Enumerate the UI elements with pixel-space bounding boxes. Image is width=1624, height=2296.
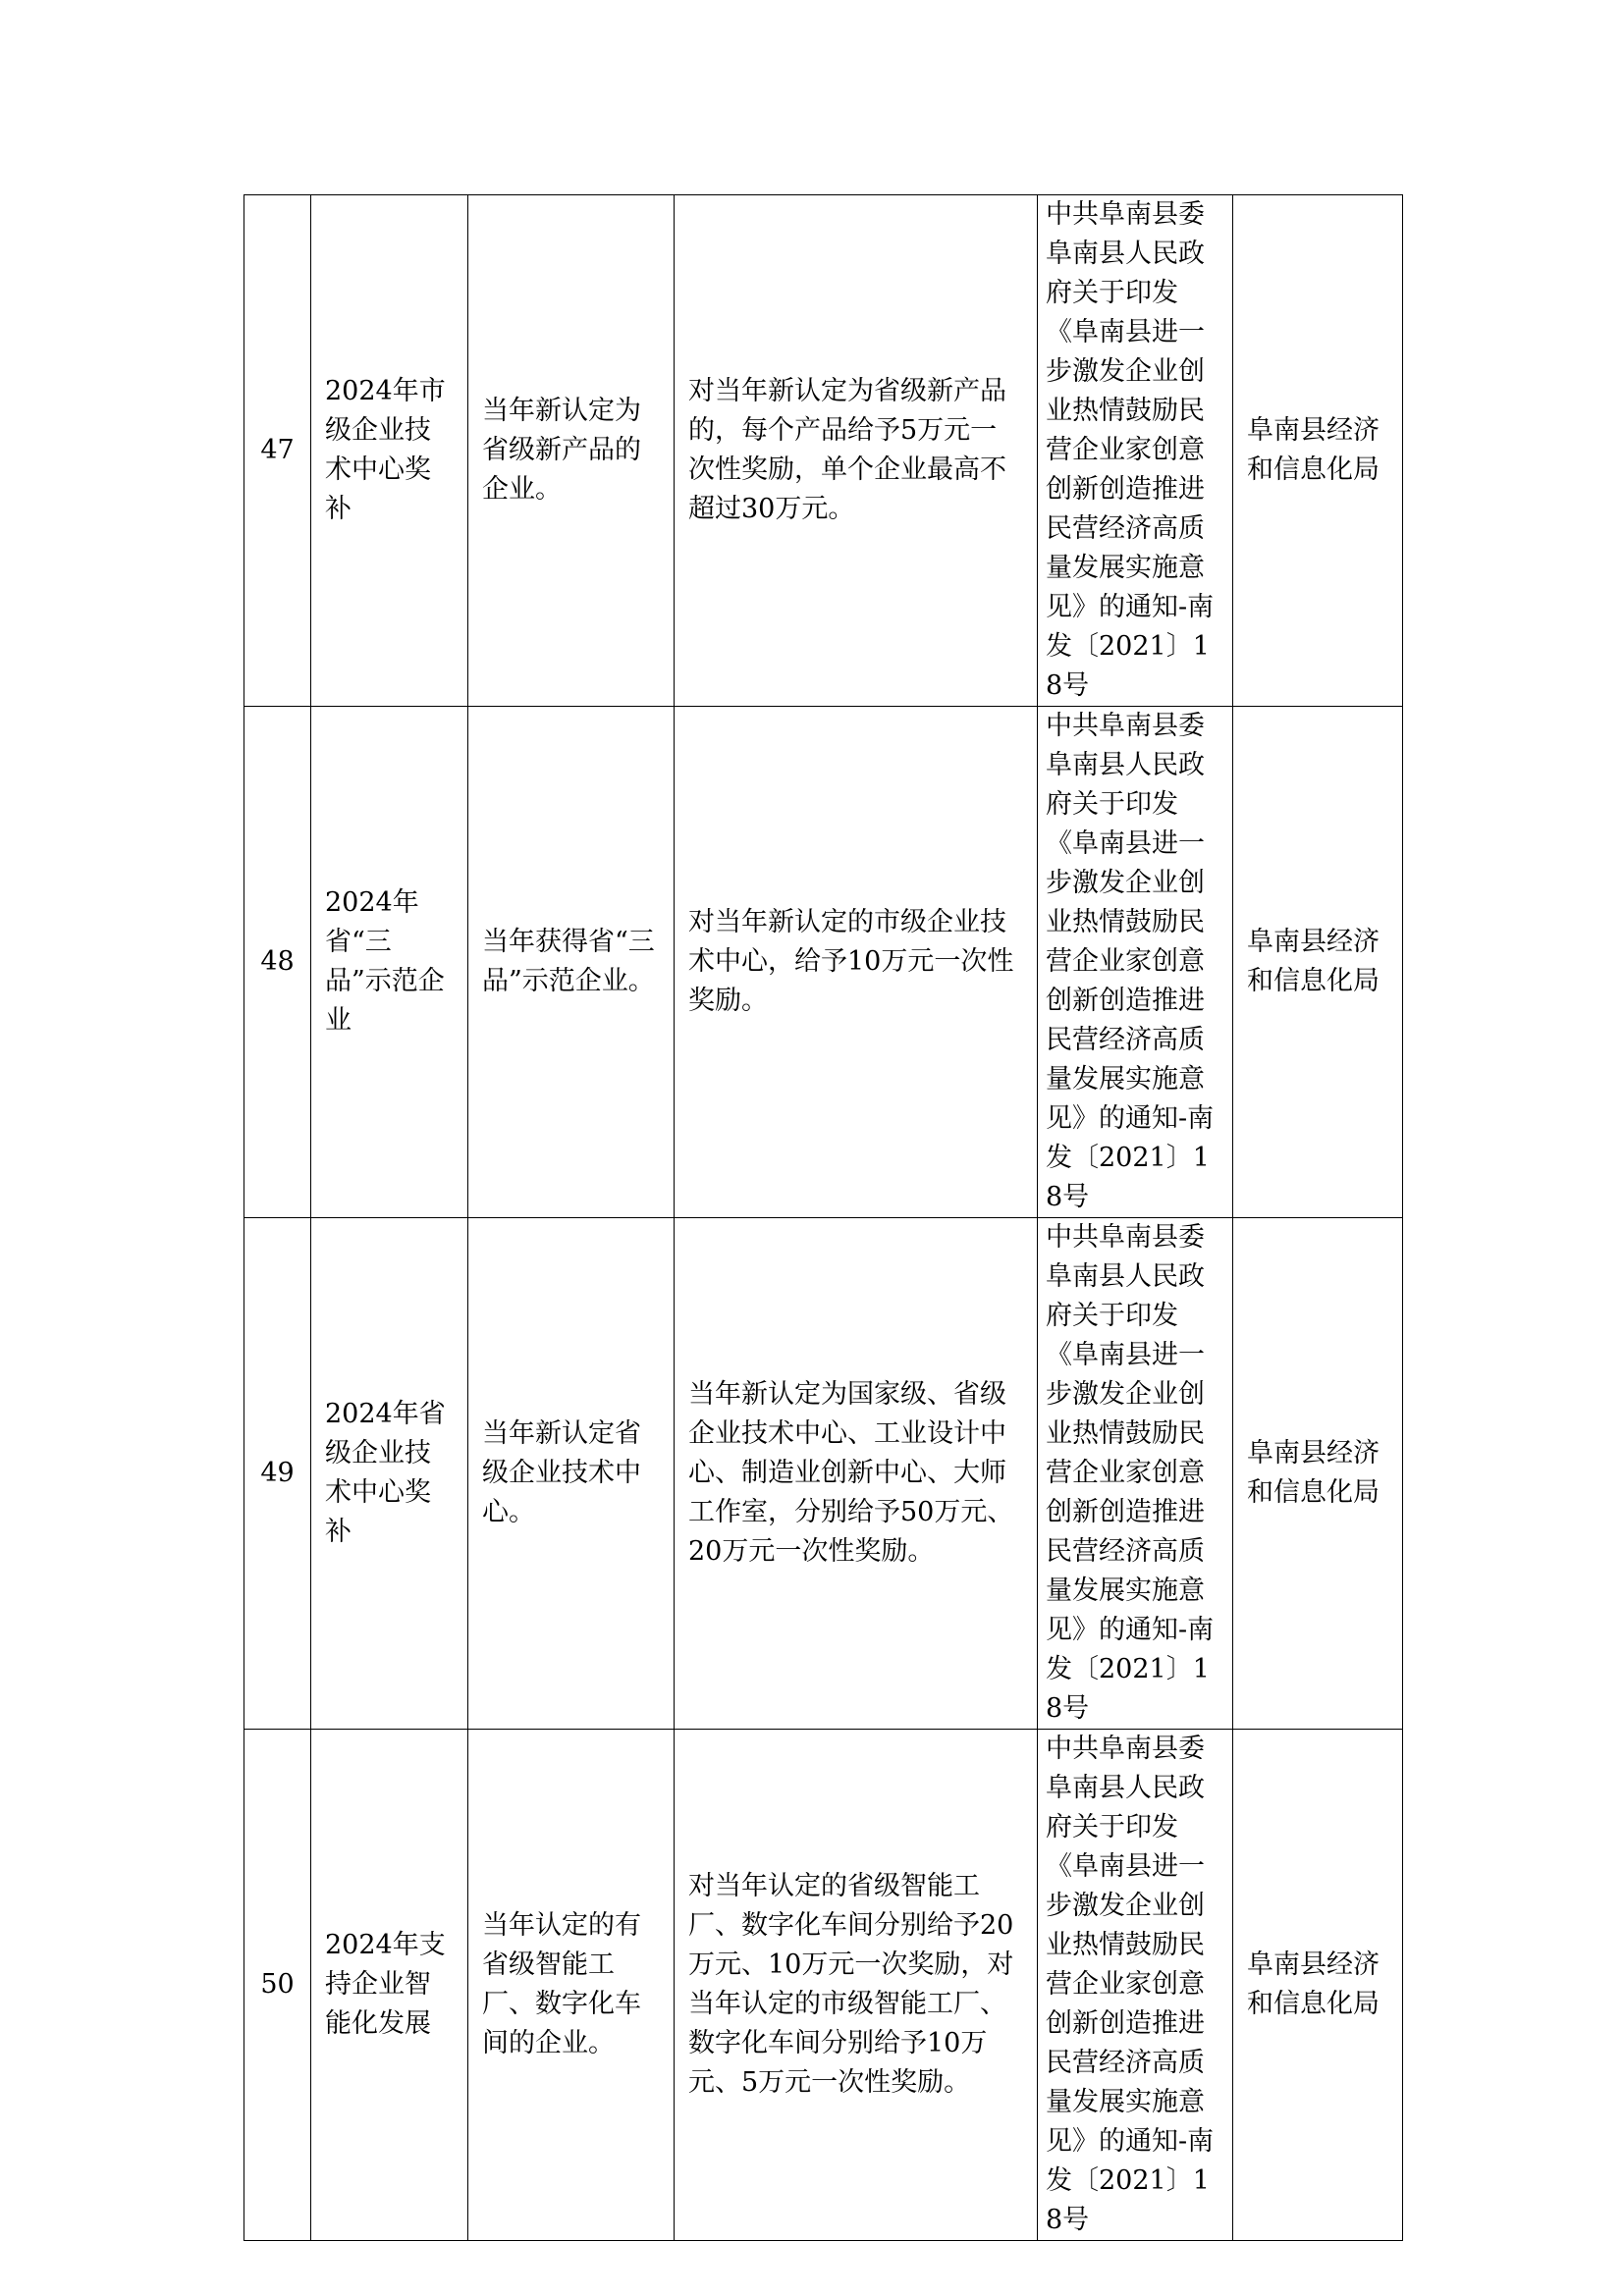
policy-basis: 中共阜南县委阜南县人民政府关于印发《阜南县进一步激发企业创业热情鼓励民营企业家创意创新创造推进民营经济高质量发展实施意见》的通知-南发〔2021〕18号 (1038, 1730, 1233, 2241)
table-row (244, 1218, 1403, 1730)
table-row (244, 707, 1403, 1218)
responsible-department: 阜南县经济和信息化局 (1233, 195, 1403, 707)
responsible-department: 阜南县经济和信息化局 (1233, 1730, 1403, 2241)
policy-basis: 中共阜南县委阜南县人民政府关于印发《阜南县进一步激发企业创业热情鼓励民营企业家创意创新创造推进民营经济高质量发展实施意见》的通知-南发〔2021〕18号 (1038, 1218, 1233, 1730)
project-name: 2024年省级企业技术中心奖补 (311, 1218, 468, 1730)
support-object: 当年新认定省级企业技术中心。 (468, 1218, 675, 1730)
row-number: 48 (244, 707, 311, 1218)
project-name: 2024年支持企业智能化发展 (311, 1730, 468, 2241)
support-object: 当年获得省“三品”示范企业。 (468, 707, 675, 1218)
responsible-department: 阜南县经济和信息化局 (1233, 707, 1403, 1218)
responsible-department: 阜南县经济和信息化局 (1233, 1218, 1403, 1730)
row-number: 50 (244, 1730, 311, 2241)
support-object: 当年新认定为省级新产品的企业。 (468, 195, 675, 707)
support-standard: 对当年认定的省级智能工厂、数字化车间分别给予20万元、10万元一次奖励，对当年认定的市级智能工厂、数字化车间分别给予10万元、5万元一次性奖励。 (675, 1730, 1038, 2241)
support-standard: 对当年新认定为省级新产品的，每个产品给予5万元一次性奖励，单个企业最高不超过30万元。 (675, 195, 1038, 707)
support-object: 当年认定的有省级智能工厂、数字化车间的企业。 (468, 1730, 675, 2241)
policy-table (244, 194, 1403, 2241)
table-row (244, 195, 1403, 707)
project-name: 2024年省“三品”示范企业 (311, 707, 468, 1218)
support-standard: 当年新认定为国家级、省级企业技术中心、工业设计中心、制造业创新中心、大师工作室，分别给予50万元、20万元一次性奖励。 (675, 1218, 1038, 1730)
row-number: 49 (244, 1218, 311, 1730)
policy-basis: 中共阜南县委阜南县人民政府关于印发《阜南县进一步激发企业创业热情鼓励民营企业家创意创新创造推进民营经济高质量发展实施意见》的通知-南发〔2021〕18号 (1038, 195, 1233, 707)
table-row (244, 1730, 1403, 2241)
row-number: 47 (244, 195, 311, 707)
policy-basis: 中共阜南县委阜南县人民政府关于印发《阜南县进一步激发企业创业热情鼓励民营企业家创意创新创造推进民营经济高质量发展实施意见》的通知-南发〔2021〕18号 (1038, 707, 1233, 1218)
project-name: 2024年市级企业技术中心奖补 (311, 195, 468, 707)
support-standard: 对当年新认定的市级企业技术中心，给予10万元一次性奖励。 (675, 707, 1038, 1218)
